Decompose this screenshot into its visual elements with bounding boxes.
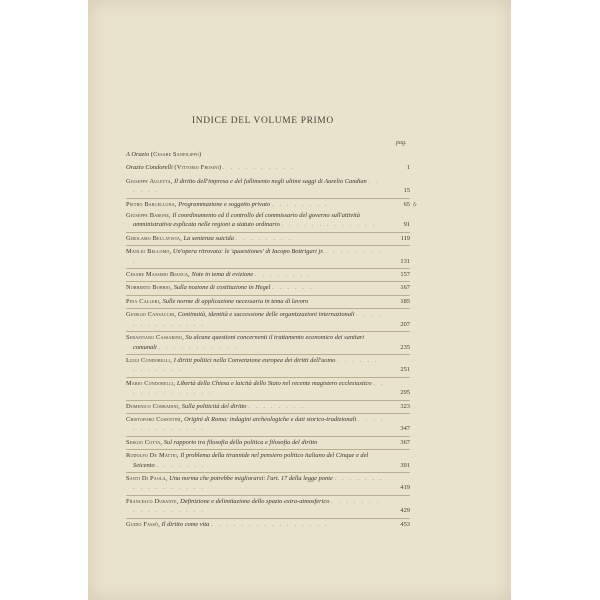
toc-entry-introduction: [126, 163, 410, 172]
toc-entry-text: [126, 163, 386, 172]
toc-author: Santi Di Paola,: [126, 474, 168, 482]
toc-title: Un'opera ritrovata: le 'quaestiones' di Iacopo Bottrigari jr.: [172, 248, 324, 256]
dot-leader: . . . . . . . . . . . . . . . . .: [133, 474, 384, 492]
toc-entry: [126, 234, 410, 243]
dot-leader: . . . . . . . . . . . . . . . . .: [133, 497, 381, 515]
divider: [126, 413, 410, 414]
toc-entry-text: [126, 438, 386, 447]
toc-title: Sulla politicità del diritto: [181, 402, 247, 410]
toc-entry: [126, 247, 410, 266]
toc-entry-text: [126, 310, 386, 329]
toc-entry-text: [126, 283, 386, 292]
dot-leader: . . . . . . .: [156, 461, 206, 469]
toc-author: (Vittorio Frosini): [174, 164, 222, 172]
toc-author: Mario Condorelli,: [126, 379, 176, 387]
toc-author: Pietro Barcellona,: [126, 200, 177, 208]
toc-title: Sulla nozione di costituzione in Hegel: [173, 284, 271, 292]
toc-author: Sebastiano Cassarino,: [126, 334, 184, 342]
toc-title: Continuità, identità e successione delle organizzazioni internazionali: [177, 311, 355, 319]
dot-leader: . . . . . . . .: [235, 234, 293, 242]
dot-leader: . . . . . . . . . . . . .: [133, 379, 385, 397]
toc-author: Guido Fassò,: [126, 520, 160, 528]
toc-entry-text: [126, 270, 386, 279]
toc-entry-text: [126, 200, 386, 209]
dot-leader: . . . . . . . .: [271, 200, 329, 208]
toc-entry: [126, 415, 410, 434]
toc-entry: [126, 497, 410, 516]
page-number: 453: [400, 520, 410, 528]
divider: [126, 495, 410, 496]
divider: [126, 377, 410, 378]
divider: [126, 308, 410, 309]
toc-entry: [126, 402, 410, 411]
dot-leader: . . . . . . . . . .: [222, 164, 296, 172]
page-number: 235: [400, 343, 410, 351]
toc-entry-text: [126, 402, 386, 411]
toc-author: Manlio Bellomo,: [126, 248, 172, 256]
toc-entry-text: [126, 333, 386, 352]
toc-entry: [126, 333, 410, 352]
table-of-contents: [126, 150, 410, 529]
toc-author: Girolamo Bellavista,: [126, 234, 182, 242]
toc-author: Domenico Corradini,: [126, 402, 181, 410]
divider: [126, 295, 410, 296]
toc-entry: [126, 200, 410, 209]
page-title: INDICE DEL VOLUME PRIMO: [192, 116, 334, 126]
toc-author: Francesco Durante,: [126, 497, 179, 505]
page-number: 167: [400, 284, 410, 292]
toc-author: Sergio Cotta,: [126, 438, 163, 446]
page-number: 65: [403, 200, 410, 208]
page-number: 207: [400, 320, 410, 328]
toc-title: Il coordinamento ed il controllo del commissario del governo sull'attività amministrativa esplicata nelle regioni a statuto ordinario: [133, 212, 360, 229]
toc-author: Cristoforo Cosentini,: [126, 415, 183, 423]
toc-title: Note in tema di evizione: [191, 271, 254, 279]
toc-title: Libertà della Chiesa e laicità dello Stato nel recente magistero ecclesiastico: [176, 379, 372, 387]
page-number: 251: [400, 366, 410, 374]
toc-entry: [126, 438, 410, 447]
toc-title: Il diritto come vita: [161, 520, 210, 528]
divider: [126, 232, 410, 233]
toc-author: Giorgio Cansacchi,: [126, 311, 177, 319]
toc-entry: [126, 379, 410, 398]
page-number: 119: [400, 234, 410, 242]
divider: [126, 354, 410, 355]
dot-leader: . . . . . . . . . . .: [158, 343, 239, 351]
toc-entry-text: [126, 211, 386, 230]
divider: [126, 245, 410, 246]
toc-entry: [126, 474, 410, 493]
toc-entry: [126, 310, 410, 329]
divider: [126, 268, 410, 269]
page-number: 429: [400, 507, 410, 515]
page-number: 91: [403, 221, 410, 229]
dot-leader: . . . . . . . . . . . . .: [281, 221, 377, 229]
toc-title: Definizione e delimitazione dello spazio extra-atmosferico: [180, 497, 330, 505]
toc-entry-text: [126, 177, 386, 196]
toc-author: Cesare Massimo Bianca,: [126, 271, 190, 279]
toc-title: I diritti politici nella Convenzione europea dei diritti dell'uomo: [173, 356, 336, 364]
toc-author: Giuseppe Auletta,: [126, 177, 173, 185]
page-number: 131: [400, 257, 410, 265]
toc-author: Norberto Bobbio,: [126, 284, 173, 292]
toc-title: A Orazio: [126, 151, 150, 158]
toc-title: Origini di Roma: indagini archeologiche e dati storico-tradizionali: [184, 415, 357, 423]
divider: [126, 518, 410, 519]
toc-entry: [126, 520, 410, 529]
page-number: 323: [400, 402, 410, 410]
handwritten-margin-note: ᵹ.: [413, 201, 418, 207]
page-number: 157: [400, 271, 410, 279]
dot-leader: . . . . . . . . .: [133, 248, 383, 265]
toc-entry-dedication: [126, 150, 410, 159]
toc-title: La sentenza suicida: [183, 234, 234, 242]
toc-entry-text: [126, 451, 386, 470]
toc-entry: [126, 297, 410, 306]
dot-leader: . . . . . . . . . . . . . .: [133, 311, 383, 328]
dot-leader: . . . . . . . . . . . . . . . .: [210, 520, 329, 528]
toc-author: Pina Calleri,: [126, 297, 161, 305]
divider: [126, 400, 410, 401]
dot-leader: . . . . . . . . . . . . .: [133, 356, 379, 374]
dot-leader: . . . . . .: [133, 177, 380, 195]
toc-title: Su alcune questioni concernenti il trattamento economico dei sanitari comunali: [133, 334, 365, 351]
page-number: 419: [400, 484, 410, 492]
dot-leader: . . . . . . . .: [248, 402, 306, 410]
toc-author: (Cesare Sanfilippo): [150, 151, 202, 158]
toc-entry: [126, 211, 410, 230]
toc-author: Luigi Condorelli,: [126, 356, 173, 364]
toc-entry-text: [126, 234, 386, 243]
toc-author: Giuseppe Barone,: [126, 212, 171, 220]
toc-entry-text: [126, 356, 386, 375]
page-number: 1: [406, 164, 410, 172]
divider: [126, 436, 410, 437]
toc-entry: [126, 451, 410, 470]
toc-entry-text: [126, 150, 386, 159]
toc-title: Orazio Condorelli: [126, 164, 173, 172]
toc-entry-text: [126, 415, 386, 434]
page-number: 347: [400, 425, 410, 433]
toc-title: Sulle norme di applicazione necessaria in tema di lavoro: [162, 297, 309, 305]
page-number: 15: [403, 187, 410, 195]
toc-entry-text: [126, 497, 386, 516]
toc-title: Una norma che potrebbe migliorarsi: l'art. 17 della legge ponte: [169, 474, 333, 482]
page-number: 367: [400, 438, 410, 446]
toc-entry: [126, 283, 410, 292]
dot-leader: . . . . . .: [272, 284, 314, 292]
dot-leader: . . . . . . . .: [254, 271, 312, 279]
divider: [126, 198, 410, 199]
page-column-label: pag.: [396, 140, 407, 146]
toc-title: Il diritto dell'impresa e del fallimento negli ultimi saggi di Aurelio Candian: [174, 177, 367, 185]
divider: [126, 281, 410, 282]
toc-title: Programmazione e soggetto privato: [178, 200, 271, 208]
toc-title: Sul rapporto tra filosofia della politica e filosofia del diritto: [163, 438, 318, 446]
divider: [126, 449, 410, 450]
toc-entry-text: [126, 520, 386, 529]
dot-leader: . . . . . . . . . . . . . .: [133, 415, 385, 433]
toc-entry-text: [126, 247, 386, 266]
divider: [126, 331, 410, 332]
toc-entry: [126, 270, 410, 279]
toc-entry: [126, 356, 410, 375]
divider: [126, 472, 410, 473]
toc-title: Il problema della tirannide nel pensiero politico italiano del Cinque e del Seicento: [133, 452, 369, 469]
toc-entry: [126, 177, 410, 196]
toc-entry-text: [126, 379, 386, 398]
toc-author: Rodolfo De Mattei,: [126, 452, 179, 460]
page-number: 185: [400, 297, 410, 305]
page-number: 391: [400, 461, 410, 469]
toc-entry-text: [126, 474, 386, 493]
toc-entry-text: [126, 297, 386, 306]
page-number: 295: [400, 389, 410, 397]
